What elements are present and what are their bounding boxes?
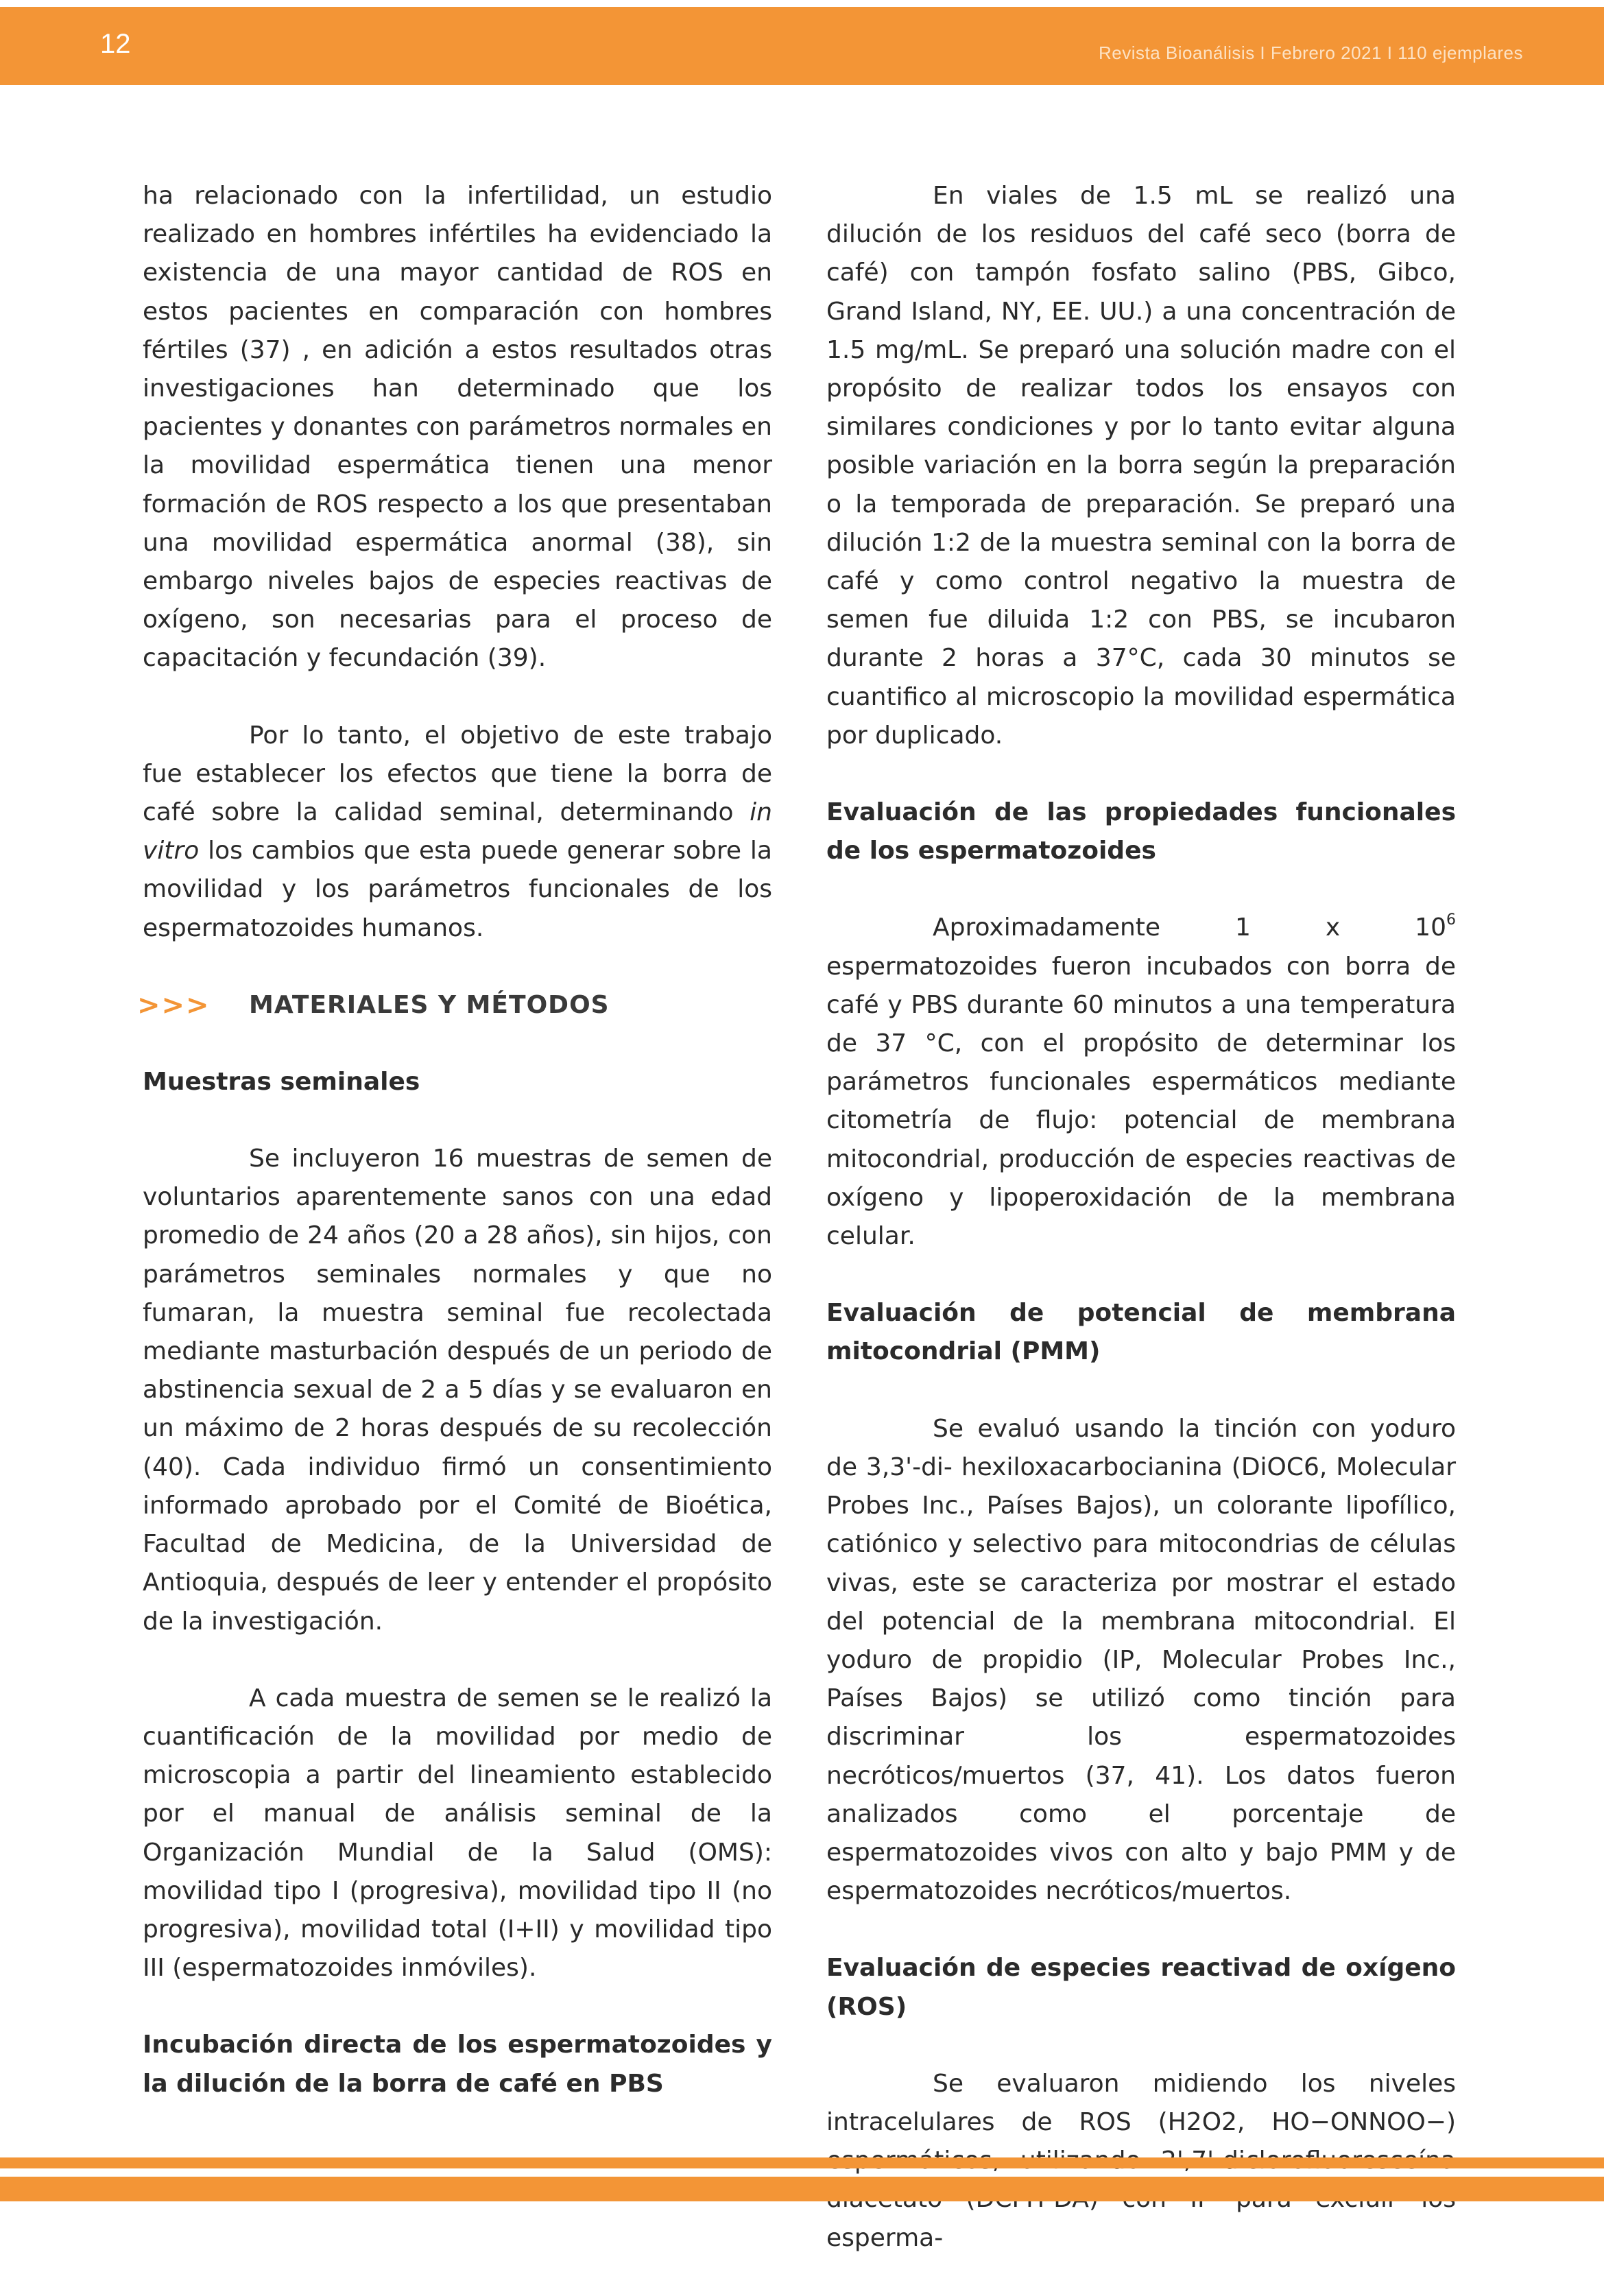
subheading-muestras: Muestras seminales [143, 1067, 420, 1096]
paragraph: Aproximadamente 1 x $10^6$ espermatozoides fueron incubados con borra de café y PBS durante 60 minutos a una temperatura de 37 °C, con el propósito de determinar los parámetros funcionales espermáticos mediante citometría de flujo: potencial de membrana mitocondrial, producción de especies reactivas de oxígeno y lipoperoxidación de la membrana celular. [826, 911, 1456, 1251]
paragraph: Se incluyeron 16 muestras de semen de voluntarios aparentemente sanos con una edad promedio de 24 años (20 a 28 años), sin hijos, con parámetros seminales normales y que no fumaran, la muestra seminal fue recolectada mediante masturbación después de un periodo de abstinencia sexual de 2 a 5 días y se evaluaron en un máximo de 2 horas después de su recolección (40). Cada individuo firmó un consentimiento informado aprobado por el Comité de Bioética, Facultad de Medicina, de la Universidad de Antioquia, después de leer y entender el propósito de la investigación. [143, 1145, 772, 1636]
paragraph: Se evaluó usando la tinción con yoduro de 3,3'-di- hexiloxacarbocianina (DiOC6, Molecular Probes Inc., Países Bajos), un colorante lipofílico, catiónico y selectivo para mitocondrias de células vivas, este se caracteriza por mostrar el estado del potencial de la membrana mitocondrial. El yoduro de propidio (IP, Molecular Probes Inc., Países Bajos) se utilizó como tinción para discriminar los espermatozoides necróticos/muertos (37, 41). Los datos fueron analizados como el porcentaje de espermatozoides vivos con alto y bajo PMM y de espermatozoides necróticos/muertos. [826, 1414, 1456, 1906]
header-bar [0, 7, 1604, 85]
paragraph: En viales de 1.5 mL se realizó una dilución de los residuos del café seco (borra de café) con tampón fosfato salino (PBS, Gibco, Grand Island, NY, EE. UU.) a una concentración de 1.5 mg/mL. Se preparó una solución madre con el propósito de realizar todos los ensayos con similares condiciones y por lo tanto evitar alguna posible variación en la borra según la preparación o la temporada de preparación. Se preparó una dilución 1:2 de la muestra seminal con la borra de café y como control negativo la muestra de semen fue diluida 1:2 con PBS, se incubaron durante 2 horas a 37°C, cada 30 minutos se cuantifico al microscopio la movilidad espermática por duplicado. [826, 182, 1456, 750]
subheading-pmm: Evaluación de potencial de membrana mitocondrial (PMM) [826, 1299, 1456, 1366]
chevron-right-icon: >>> [137, 989, 211, 1021]
paragraph-objective: Por lo tanto, el objetivo de este trabajo fue establecer los efectos que tiene la borra de café sobre la calidad seminal, determinando in vitro los cambios que esta puede generar sobre la movilidad y los parámetros funcionales de los espermatozoides humanos. [143, 721, 772, 942]
subheading-propiedades: Evaluación de las propiedades funcionales de los espermatozoides [826, 798, 1456, 865]
footer-stripe [0, 2157, 1604, 2168]
paragraph: ha relacionado con la infertilidad, un estudio realizado en hombres infértiles ha evidenciado la existencia de una mayor cantidad de ROS en estos pacientes en comparación con hombres fértiles (37) , en adición a estos resultados otras investigaciones han determinado que los pacientes y donantes con parámetros normales en la movilidad espermática tienen una menor formación de ROS respecto a los que presentaban una movilidad espermática anormal (38), sin embargo niveles bajos de especies reactivas de oxígeno, son necesarias para el proceso de capacitación y fecundación (39). [143, 182, 772, 673]
running-header: Revista Bioanálisis I Febrero 2021 I 110 ejemplares [1099, 43, 1523, 63]
right-column [826, 177, 1456, 2296]
left-column [137, 177, 772, 2142]
section-heading [137, 986, 772, 1025]
paragraph: Se evaluaron midiendo los niveles intracelulares de ROS (H2O2, HO−ONNOO−) esperma- [826, 2069, 1456, 2252]
subheading-incubacion: Incubación directa de los espermatozoides y la dilución de la borra de café en PBS [143, 2031, 772, 2098]
section-title: MATERIALES Y MÉTODOS [249, 990, 610, 1019]
subheading-ros: Evaluación de especies reactivad de oxígeno (ROS) [826, 1954, 1456, 2021]
page-number: 12 [100, 29, 131, 59]
paragraph: A cada muestra de semen se le realizó la cuantificación de la movilidad por medio de microscopia a partir del lineamiento establecido por el manual de análisis seminal de la Organización Mundial de la Salud (OMS): movilidad tipo I (progresiva), movilidad tipo II (no progresiva), movilidad total (I+II) y movilidad tipo III (espermatozoides inmóviles). [143, 1684, 772, 1983]
footer-bar [0, 2177, 1604, 2201]
